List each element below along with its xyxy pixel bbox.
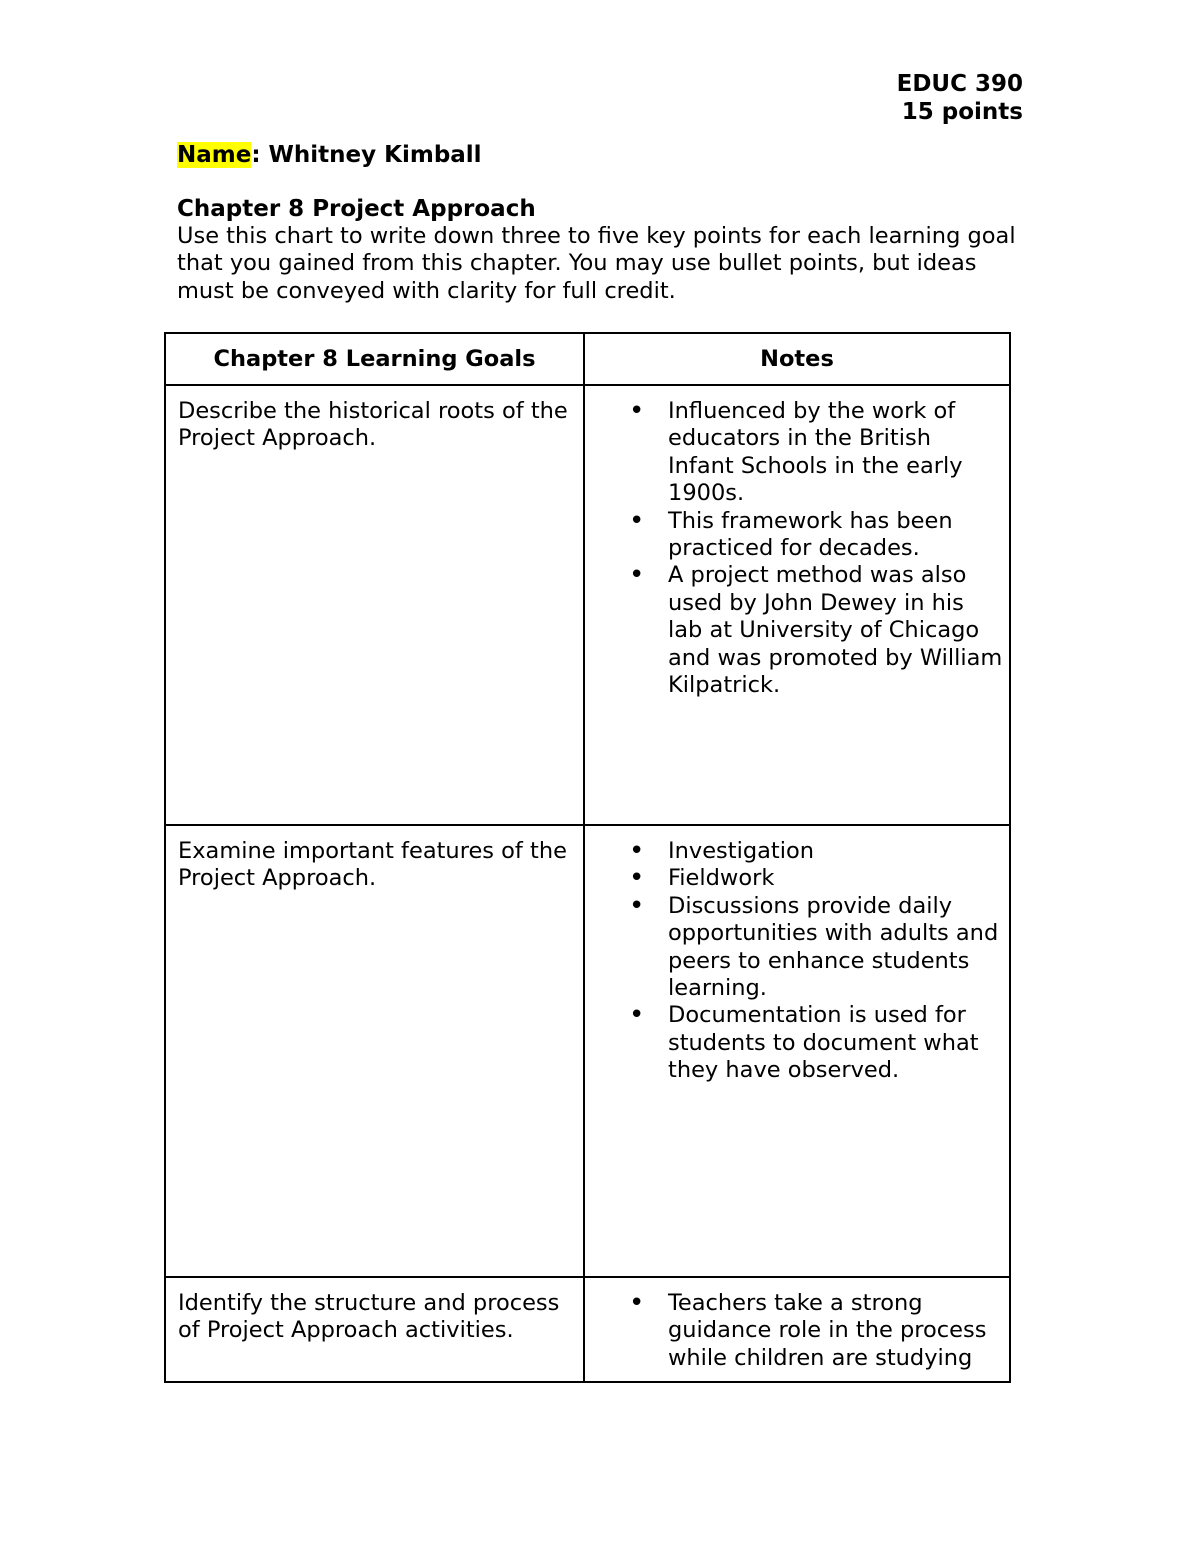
- table-header-row: [165, 333, 1010, 385]
- note-item: • Teachers take a strong guidance role in the process while children are studying: [585, 1290, 1003, 1372]
- table-row: [165, 385, 1010, 825]
- table-row: [165, 825, 1010, 1277]
- header-learning-goals: Chapter 8 Learning Goals: [165, 333, 584, 385]
- header-notes: Notes: [584, 333, 1010, 385]
- note-item: • Discussions provide daily opportunities with adults and peers to enhance students learning.: [585, 893, 1003, 1003]
- note-item: • Investigation: [585, 838, 1003, 865]
- name-label: Name: [177, 142, 252, 168]
- notes-list: [585, 386, 1009, 699]
- notes-cell: [584, 1277, 1010, 1382]
- goal-cell: [165, 1277, 584, 1382]
- goal-text: Examine important features of the Project Approach.: [178, 838, 567, 892]
- note-item: • Influenced by the work of educators in the British Infant Schools in the early 1900s.: [585, 398, 1003, 508]
- notes-list: [585, 826, 1009, 1085]
- student-name-line: [177, 141, 482, 169]
- goal-text: Describe the historical roots of the Project Approach.: [178, 398, 568, 452]
- note-item: • Documentation is used for students to document what they have observed.: [585, 1002, 1003, 1084]
- goal-cell: [165, 825, 584, 1277]
- note-item: • This framework has been practiced for decades.: [585, 508, 1003, 563]
- assignment-instructions: Use this chart to write down three to five key points for each learning goal that you gained from this chapter. You may use bullet points, but ideas must be conveyed with clarity for full credit.: [177, 223, 1016, 304]
- notes-list: [585, 1278, 1009, 1372]
- goal-cell: [165, 385, 584, 825]
- notes-cell: [584, 825, 1010, 1277]
- course-code: EDUC 390: [896, 71, 1023, 97]
- student-name: : Whitney Kimball: [251, 142, 482, 168]
- notes-cell: [584, 385, 1010, 825]
- assignment-title: Chapter 8 Project Approach: [177, 196, 536, 222]
- note-item: • A project method was also used by John Dewey in his lab at University of Chicago and was promoted by William Kilpatrick.: [585, 562, 1003, 699]
- table-row: [165, 1277, 1010, 1382]
- course-info: [897, 70, 1023, 126]
- goal-text: Identify the structure and process of Project Approach activities.: [178, 1290, 560, 1344]
- note-item: • Fieldwork: [585, 865, 1003, 892]
- points-value: 15 points: [901, 99, 1023, 125]
- learning-goals-table: [164, 332, 1011, 1383]
